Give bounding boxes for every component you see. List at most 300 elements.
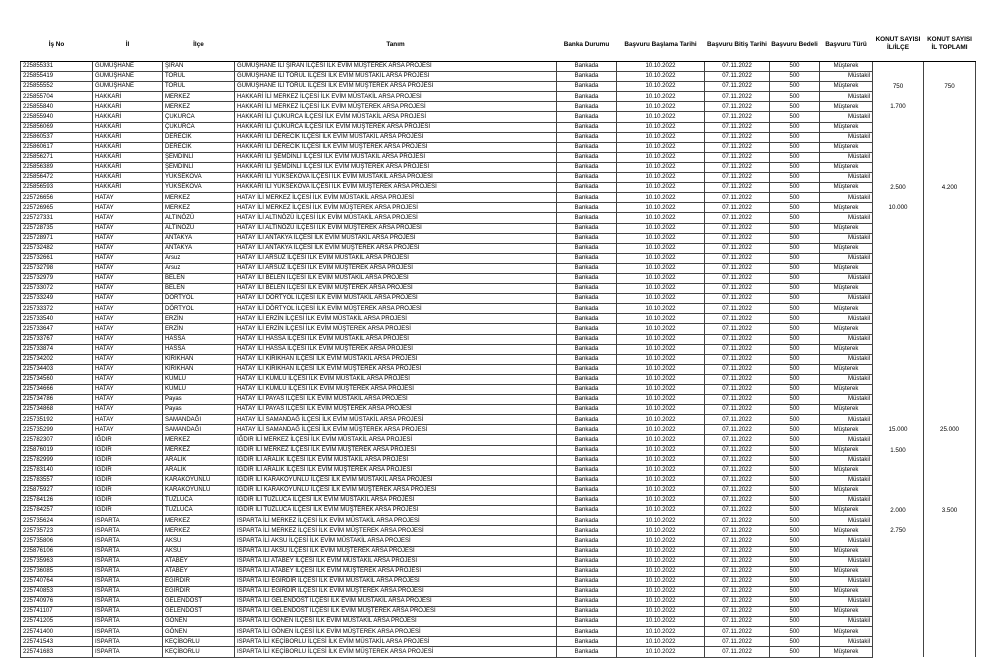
cell-basvuru-turu: Müstakil <box>820 213 873 223</box>
cell-tanim: ISPARTA İLİ GÖNEN İLÇESİ İLK EVİM MÜSTAKİL ARSA PROJESİ <box>235 617 557 627</box>
cell-konut-ilce: 2.750 <box>873 526 924 536</box>
cell-bitis-tarihi: 07.11.2022 <box>705 183 770 193</box>
cell-basvuru-turu: Müstakil <box>820 253 873 263</box>
cell-is-no: 225733540 <box>21 314 93 324</box>
table-row <box>21 546 976 556</box>
table-row <box>21 374 976 384</box>
table-row <box>21 566 976 576</box>
cell-banka-durumu: Bankada <box>557 213 617 223</box>
cell-bitis-tarihi: 07.11.2022 <box>705 304 770 314</box>
cell-baslama-tarihi: 10.10.2022 <box>617 617 705 627</box>
cell-basvuru-turu: Müşterek <box>820 223 873 233</box>
cell-ilce: AKSU <box>163 536 235 546</box>
cell-basvuru-bedeli: 500 <box>770 183 820 193</box>
cell-bitis-tarihi: 07.11.2022 <box>705 142 770 152</box>
cell-konut-ilce <box>873 344 924 354</box>
cell-basvuru-bedeli: 500 <box>770 586 820 596</box>
cell-basvuru-turu: Müstakil <box>820 536 873 546</box>
cell-ilce: ŞEMDİNLİ <box>163 162 235 172</box>
cell-il: HAKKARİ <box>93 162 163 172</box>
cell-konut-il-toplam <box>924 516 976 526</box>
cell-is-no: 225733647 <box>21 324 93 334</box>
cell-ilce: KIRIKHAN <box>163 364 235 374</box>
cell-basvuru-bedeli: 500 <box>770 395 820 405</box>
cell-bitis-tarihi: 07.11.2022 <box>705 526 770 536</box>
table-row <box>21 102 976 112</box>
cell-basvuru-turu: Müstakil <box>820 294 873 304</box>
cell-basvuru-bedeli: 500 <box>770 92 820 102</box>
cell-is-no: 225782999 <box>21 455 93 465</box>
cell-konut-ilce <box>873 142 924 152</box>
cell-konut-ilce <box>873 72 924 82</box>
cell-il: ISPARTA <box>93 607 163 617</box>
cell-konut-ilce <box>873 173 924 183</box>
cell-banka-durumu: Bankada <box>557 455 617 465</box>
cell-konut-il-toplam: 4.200 <box>924 183 976 193</box>
cell-il: HATAY <box>93 405 163 415</box>
cell-baslama-tarihi: 10.10.2022 <box>617 374 705 384</box>
cell-ilce: DÖRTYOL <box>163 294 235 304</box>
cell-basvuru-bedeli: 500 <box>770 637 820 647</box>
cell-ilce: ANTAKYA <box>163 233 235 243</box>
cell-bitis-tarihi: 07.11.2022 <box>705 415 770 425</box>
cell-banka-durumu: Bankada <box>557 647 617 657</box>
cell-is-no: 225735963 <box>21 556 93 566</box>
cell-baslama-tarihi: 10.10.2022 <box>617 193 705 203</box>
cell-tanim: HATAY İLİ ANTAKYA İLÇESİ İLK EVİM MÜŞTEREK ARSA PROJESİ <box>235 243 557 253</box>
cell-is-no: 225732798 <box>21 263 93 273</box>
cell-tanim: HATAY İLİ SAMANDAĞ İLÇESİ İLK EVİM MÜSTAKİL ARSA PROJESİ <box>235 415 557 425</box>
cell-basvuru-turu: Müşterek <box>820 102 873 112</box>
cell-banka-durumu: Bankada <box>557 415 617 425</box>
cell-basvuru-bedeli: 500 <box>770 455 820 465</box>
cell-tanim: IĞDIR İLİ KARAKOYUNLU İLÇESİ İLK EVİM MÜŞTEREK ARSA PROJESİ <box>235 485 557 495</box>
cell-basvuru-bedeli: 500 <box>770 213 820 223</box>
cell-banka-durumu: Bankada <box>557 576 617 586</box>
cell-konut-ilce <box>873 395 924 405</box>
cell-konut-il-toplam <box>924 62 976 72</box>
cell-konut-ilce <box>873 162 924 172</box>
cell-il: ISPARTA <box>93 647 163 657</box>
cell-konut-il-toplam <box>924 395 976 405</box>
cell-konut-ilce <box>873 617 924 627</box>
cell-banka-durumu: Bankada <box>557 627 617 637</box>
cell-il: HATAY <box>93 334 163 344</box>
cell-tanim: ISPARTA İLİ AKSU İLÇESİ İLK EVİM MÜSTAKİL ARSA PROJESİ <box>235 536 557 546</box>
cell-ilce: BELEN <box>163 284 235 294</box>
cell-baslama-tarihi: 10.10.2022 <box>617 395 705 405</box>
cell-konut-il-toplam <box>924 496 976 506</box>
cell-il: ISPARTA <box>93 617 163 627</box>
cell-ilce: YÜKSEKOVA <box>163 183 235 193</box>
cell-il: IĞDIR <box>93 455 163 465</box>
table-row <box>21 415 976 425</box>
cell-il: HATAY <box>93 193 163 203</box>
cell-basvuru-bedeli: 500 <box>770 122 820 132</box>
cell-baslama-tarihi: 10.10.2022 <box>617 516 705 526</box>
cell-baslama-tarihi: 10.10.2022 <box>617 233 705 243</box>
cell-bitis-tarihi: 07.11.2022 <box>705 112 770 122</box>
cell-ilce: KEÇİBORLU <box>163 647 235 657</box>
cell-baslama-tarihi: 10.10.2022 <box>617 273 705 283</box>
cell-banka-durumu: Bankada <box>557 162 617 172</box>
cell-basvuru-turu: Müşterek <box>820 506 873 516</box>
cell-tanim: HAKKARİ İLİ YÜKSEKOVA İLÇESİ İLK EVİM MÜSTAKİL ARSA PROJESİ <box>235 173 557 183</box>
cell-basvuru-bedeli: 500 <box>770 566 820 576</box>
cell-il: HATAY <box>93 213 163 223</box>
cell-konut-ilce: 1.700 <box>873 102 924 112</box>
cell-ilce: DERECİK <box>163 132 235 142</box>
cell-ilce: YÜKSEKOVA <box>163 173 235 183</box>
cell-bitis-tarihi: 07.11.2022 <box>705 617 770 627</box>
cell-il: HAKKARİ <box>93 183 163 193</box>
cell-is-no: 225856389 <box>21 162 93 172</box>
cell-basvuru-turu: Müstakil <box>820 455 873 465</box>
cell-bitis-tarihi: 07.11.2022 <box>705 324 770 334</box>
table-row <box>21 273 976 283</box>
cell-is-no: 225726656 <box>21 193 93 203</box>
cell-baslama-tarihi: 10.10.2022 <box>617 475 705 485</box>
cell-konut-il-toplam <box>924 334 976 344</box>
table-row <box>21 142 976 152</box>
cell-bitis-tarihi: 07.11.2022 <box>705 314 770 324</box>
cell-konut-ilce <box>873 576 924 586</box>
cell-ilce: MERKEZ <box>163 526 235 536</box>
cell-basvuru-turu: Müşterek <box>820 284 873 294</box>
cell-basvuru-turu: Müşterek <box>820 546 873 556</box>
cell-il: HATAY <box>93 415 163 425</box>
cell-banka-durumu: Bankada <box>557 92 617 102</box>
table-row <box>21 203 976 213</box>
cell-baslama-tarihi: 10.10.2022 <box>617 425 705 435</box>
cell-konut-il-toplam <box>924 435 976 445</box>
cell-basvuru-bedeli: 500 <box>770 617 820 627</box>
cell-basvuru-bedeli: 500 <box>770 475 820 485</box>
cell-il: IĞDIR <box>93 435 163 445</box>
cell-konut-il-toplam <box>924 213 976 223</box>
cell-is-no: 225735723 <box>21 526 93 536</box>
cell-banka-durumu: Bankada <box>557 334 617 344</box>
cell-baslama-tarihi: 10.10.2022 <box>617 536 705 546</box>
cell-banka-durumu: Bankada <box>557 586 617 596</box>
cell-baslama-tarihi: 10.10.2022 <box>617 627 705 637</box>
cell-basvuru-turu: Müstakil <box>820 92 873 102</box>
cell-bitis-tarihi: 07.11.2022 <box>705 284 770 294</box>
cell-is-no: 225740764 <box>21 576 93 586</box>
cell-basvuru-bedeli: 500 <box>770 536 820 546</box>
cell-ilce: ATABEY <box>163 556 235 566</box>
table-row <box>21 294 976 304</box>
cell-baslama-tarihi: 10.10.2022 <box>617 334 705 344</box>
cell-bitis-tarihi: 07.11.2022 <box>705 445 770 455</box>
cell-is-no: 225860537 <box>21 132 93 142</box>
cell-konut-il-toplam <box>924 647 976 657</box>
cell-konut-ilce <box>873 536 924 546</box>
cell-is-no: 225783557 <box>21 475 93 485</box>
cell-banka-durumu: Bankada <box>557 304 617 314</box>
cell-ilce: ANTAKYA <box>163 243 235 253</box>
cell-bitis-tarihi: 07.11.2022 <box>705 627 770 637</box>
cell-ilce: ŞİRAN <box>163 62 235 72</box>
cell-baslama-tarihi: 10.10.2022 <box>617 586 705 596</box>
cell-tanim: HATAY İLİ KUMLU İLÇESİ İLK EVİM MÜSTAKİL ARSA PROJESİ <box>235 374 557 384</box>
table-row <box>21 152 976 162</box>
cell-konut-ilce <box>873 314 924 324</box>
cell-il: ISPARTA <box>93 556 163 566</box>
cell-konut-il-toplam <box>924 364 976 374</box>
cell-konut-il-toplam: 25.000 <box>924 425 976 435</box>
cell-tanim: HATAY İLİ DÖRTYOL İLÇESİ İLK EVİM MÜŞTEREK ARSA PROJESİ <box>235 304 557 314</box>
cell-konut-il-toplam <box>924 607 976 617</box>
cell-bitis-tarihi: 07.11.2022 <box>705 92 770 102</box>
cell-is-no: 225733767 <box>21 334 93 344</box>
cell-is-no: 225741205 <box>21 617 93 627</box>
cell-banka-durumu: Bankada <box>557 556 617 566</box>
cell-basvuru-bedeli: 500 <box>770 263 820 273</box>
cell-basvuru-turu: Müstakil <box>820 596 873 606</box>
cell-tanim: HATAY İLİ BELEN İLÇESİ İLK EVİM MÜSTAKİL ARSA PROJESİ <box>235 273 557 283</box>
cell-bitis-tarihi: 07.11.2022 <box>705 536 770 546</box>
cell-baslama-tarihi: 10.10.2022 <box>617 62 705 72</box>
cell-baslama-tarihi: 10.10.2022 <box>617 455 705 465</box>
cell-il: IĞDIR <box>93 465 163 475</box>
cell-tanim: IĞDIR İLİ ARALIK İLÇESİ İLK EVİM MÜŞTEREK ARSA PROJESİ <box>235 465 557 475</box>
cell-banka-durumu: Bankada <box>557 243 617 253</box>
table-row <box>21 253 976 263</box>
cell-baslama-tarihi: 10.10.2022 <box>617 112 705 122</box>
cell-baslama-tarihi: 10.10.2022 <box>617 354 705 364</box>
cell-banka-durumu: Bankada <box>557 82 617 92</box>
cell-konut-ilce: 2.500 <box>873 183 924 193</box>
cell-ilce: AKSU <box>163 546 235 556</box>
cell-tanim: ISPARTA İLİ GELENDOST İLÇESİ İLK EVİM MÜSTAKİL ARSA PROJESİ <box>235 596 557 606</box>
cell-banka-durumu: Bankada <box>557 475 617 485</box>
cell-bitis-tarihi: 07.11.2022 <box>705 253 770 263</box>
table-row <box>21 82 976 92</box>
cell-il: HATAY <box>93 374 163 384</box>
cell-konut-ilce <box>873 294 924 304</box>
cell-konut-ilce: 15.000 <box>873 425 924 435</box>
cell-konut-il-toplam <box>924 617 976 627</box>
cell-basvuru-bedeli: 500 <box>770 435 820 445</box>
cell-basvuru-turu: Müstakil <box>820 556 873 566</box>
cell-ilce: TUZLUCA <box>163 496 235 506</box>
cell-baslama-tarihi: 10.10.2022 <box>617 445 705 455</box>
cell-basvuru-turu: Müşterek <box>820 485 873 495</box>
cell-ilce: TORUL <box>163 82 235 92</box>
cell-is-no: 225734666 <box>21 385 93 395</box>
cell-ilce: DÖRTYOL <box>163 304 235 314</box>
cell-is-no: 225733249 <box>21 294 93 304</box>
table-row <box>21 607 976 617</box>
cell-banka-durumu: Bankada <box>557 364 617 374</box>
cell-konut-ilce <box>873 364 924 374</box>
cell-tanim: IĞDIR İLİ ARALIK İLÇESİ İLK EVİM MÜSTAKİL ARSA PROJESİ <box>235 455 557 465</box>
table-row <box>21 112 976 122</box>
cell-il: HAKKARİ <box>93 142 163 152</box>
cell-bitis-tarihi: 07.11.2022 <box>705 637 770 647</box>
cell-basvuru-bedeli: 500 <box>770 62 820 72</box>
cell-basvuru-bedeli: 500 <box>770 354 820 364</box>
cell-baslama-tarihi: 10.10.2022 <box>617 72 705 82</box>
cell-is-no: 225734202 <box>21 354 93 364</box>
cell-basvuru-bedeli: 500 <box>770 203 820 213</box>
cell-konut-ilce <box>873 385 924 395</box>
cell-ilce: Arsuz <box>163 253 235 263</box>
cell-banka-durumu: Bankada <box>557 516 617 526</box>
table-row <box>21 324 976 334</box>
cell-basvuru-turu: Müşterek <box>820 263 873 273</box>
cell-baslama-tarihi: 10.10.2022 <box>617 324 705 334</box>
cell-il: ISPARTA <box>93 637 163 647</box>
table-row <box>21 647 976 657</box>
cell-ilce: GÖNEN <box>163 617 235 627</box>
table-row <box>21 627 976 637</box>
table-row <box>21 556 976 566</box>
cell-basvuru-bedeli: 500 <box>770 284 820 294</box>
cell-tanim: HAKKARİ İLİ MERKEZ İLÇESİ İLK EVİM MÜŞTEREK ARSA PROJESİ <box>235 102 557 112</box>
header-basvuru-bedeli: Başvuru Bedeli <box>770 27 820 62</box>
cell-bitis-tarihi: 07.11.2022 <box>705 294 770 304</box>
cell-il: ISPARTA <box>93 546 163 556</box>
cell-il: IĞDIR <box>93 506 163 516</box>
table-body <box>21 62 976 658</box>
cell-banka-durumu: Bankada <box>557 536 617 546</box>
cell-bitis-tarihi: 07.11.2022 <box>705 122 770 132</box>
cell-basvuru-bedeli: 500 <box>770 162 820 172</box>
cell-banka-durumu: Bankada <box>557 324 617 334</box>
cell-tanim: ISPARTA İLİ KEÇİBORLU İLÇESİ İLK EVİM MÜŞTEREK ARSA PROJESİ <box>235 647 557 657</box>
cell-il: IĞDIR <box>93 496 163 506</box>
table-row <box>21 536 976 546</box>
cell-tanim: HATAY İLİ ARSUZ İLÇESİ İLK EVİM MÜŞTEREK ARSA PROJESİ <box>235 263 557 273</box>
cell-basvuru-bedeli: 500 <box>770 152 820 162</box>
cell-konut-ilce <box>873 223 924 233</box>
cell-il: HATAY <box>93 304 163 314</box>
table-row <box>21 173 976 183</box>
cell-il: ISPARTA <box>93 576 163 586</box>
cell-basvuru-turu: Müşterek <box>820 243 873 253</box>
cell-bitis-tarihi: 07.11.2022 <box>705 193 770 203</box>
cell-il: HAKKARİ <box>93 92 163 102</box>
cell-ilce: HASSA <box>163 334 235 344</box>
cell-basvuru-turu: Müşterek <box>820 203 873 213</box>
cell-ilce: GELENDOST <box>163 607 235 617</box>
cell-konut-ilce <box>873 546 924 556</box>
cell-tanim: HATAY İLİ ALTINÖZÜ İLÇESİ İLK EVİM MÜSTAKİL ARSA PROJESİ <box>235 213 557 223</box>
cell-il: HATAY <box>93 314 163 324</box>
cell-il: HATAY <box>93 243 163 253</box>
cell-baslama-tarihi: 10.10.2022 <box>617 647 705 657</box>
cell-is-no: 225735299 <box>21 425 93 435</box>
cell-tanim: HATAY İLİ ALTINÖZÜ İLÇESİ İLK EVİM MÜŞTEREK ARSA PROJESİ <box>235 223 557 233</box>
table-row <box>21 526 976 536</box>
cell-basvuru-turu: Müstakil <box>820 72 873 82</box>
cell-konut-ilce <box>873 112 924 122</box>
cell-il: HAKKARİ <box>93 112 163 122</box>
cell-is-no: 225736085 <box>21 566 93 576</box>
cell-baslama-tarihi: 10.10.2022 <box>617 415 705 425</box>
cell-tanim: HATAY İLİ HASSA İLÇESİ İLK EVİM MÜSTAKİL ARSA PROJESİ <box>235 334 557 344</box>
cell-banka-durumu: Bankada <box>557 294 617 304</box>
cell-is-no: 225782307 <box>21 435 93 445</box>
cell-basvuru-bedeli: 500 <box>770 253 820 263</box>
cell-baslama-tarihi: 10.10.2022 <box>617 556 705 566</box>
cell-bitis-tarihi: 07.11.2022 <box>705 374 770 384</box>
cell-baslama-tarihi: 10.10.2022 <box>617 526 705 536</box>
cell-baslama-tarihi: 10.10.2022 <box>617 183 705 193</box>
cell-konut-il-toplam <box>924 263 976 273</box>
cell-konut-ilce <box>873 193 924 203</box>
table-row <box>21 385 976 395</box>
cell-il: IĞDIR <box>93 445 163 455</box>
cell-ilce: SAMANDAĞI <box>163 425 235 435</box>
cell-konut-ilce <box>873 304 924 314</box>
cell-il: ISPARTA <box>93 516 163 526</box>
cell-basvuru-turu: Müşterek <box>820 425 873 435</box>
cell-basvuru-bedeli: 500 <box>770 142 820 152</box>
cell-banka-durumu: Bankada <box>557 385 617 395</box>
cell-bitis-tarihi: 07.11.2022 <box>705 395 770 405</box>
cell-bitis-tarihi: 07.11.2022 <box>705 203 770 213</box>
cell-il: HATAY <box>93 294 163 304</box>
cell-tanim: GÜMÜŞHANE İLİ TORUL İLÇESİ İLK EVİM MÜSTAKİL ARSA PROJESİ <box>235 72 557 82</box>
table-row <box>21 122 976 132</box>
cell-konut-ilce: 750 <box>873 82 924 92</box>
cell-konut-ilce <box>873 243 924 253</box>
cell-tanim: HAKKARİ İLİ ŞEMDİNLİ İLÇESİ İLK EVİM MÜSTAKİL ARSA PROJESİ <box>235 152 557 162</box>
cell-banka-durumu: Bankada <box>557 435 617 445</box>
cell-banka-durumu: Bankada <box>557 223 617 233</box>
cell-is-no: 225727331 <box>21 213 93 223</box>
cell-basvuru-bedeli: 500 <box>770 496 820 506</box>
cell-konut-il-toplam <box>924 142 976 152</box>
cell-konut-il-toplam <box>924 637 976 647</box>
cell-banka-durumu: Bankada <box>557 273 617 283</box>
cell-konut-il-toplam <box>924 445 976 455</box>
cell-bitis-tarihi: 07.11.2022 <box>705 334 770 344</box>
cell-banka-durumu: Bankada <box>557 485 617 495</box>
cell-is-no: 225855840 <box>21 102 93 112</box>
table-row <box>21 596 976 606</box>
cell-basvuru-turu: Müşterek <box>820 566 873 576</box>
cell-bitis-tarihi: 07.11.2022 <box>705 223 770 233</box>
cell-bitis-tarihi: 07.11.2022 <box>705 132 770 142</box>
table-row <box>21 263 976 273</box>
cell-il: GÜMÜŞHANE <box>93 72 163 82</box>
cell-is-no: 225728971 <box>21 233 93 243</box>
cell-is-no: 225726965 <box>21 203 93 213</box>
cell-konut-ilce <box>873 152 924 162</box>
cell-banka-durumu: Bankada <box>557 102 617 112</box>
cell-tanim: IĞDIR İLİ TUZLUCA İLÇESİ İLK EVİM MÜSTAKİL ARSA PROJESİ <box>235 496 557 506</box>
cell-is-no: 225855331 <box>21 62 93 72</box>
cell-il: HAKKARİ <box>93 152 163 162</box>
cell-il: HATAY <box>93 324 163 334</box>
cell-baslama-tarihi: 10.10.2022 <box>617 132 705 142</box>
cell-konut-il-toplam <box>924 385 976 395</box>
cell-ilce: ÇUKURCA <box>163 112 235 122</box>
cell-basvuru-bedeli: 500 <box>770 576 820 586</box>
cell-is-no: 225732979 <box>21 273 93 283</box>
cell-il: HAKKARİ <box>93 173 163 183</box>
cell-konut-il-toplam <box>924 203 976 213</box>
cell-banka-durumu: Bankada <box>557 193 617 203</box>
cell-baslama-tarihi: 10.10.2022 <box>617 496 705 506</box>
cell-basvuru-bedeli: 500 <box>770 516 820 526</box>
cell-bitis-tarihi: 07.11.2022 <box>705 546 770 556</box>
application-table <box>20 27 976 658</box>
